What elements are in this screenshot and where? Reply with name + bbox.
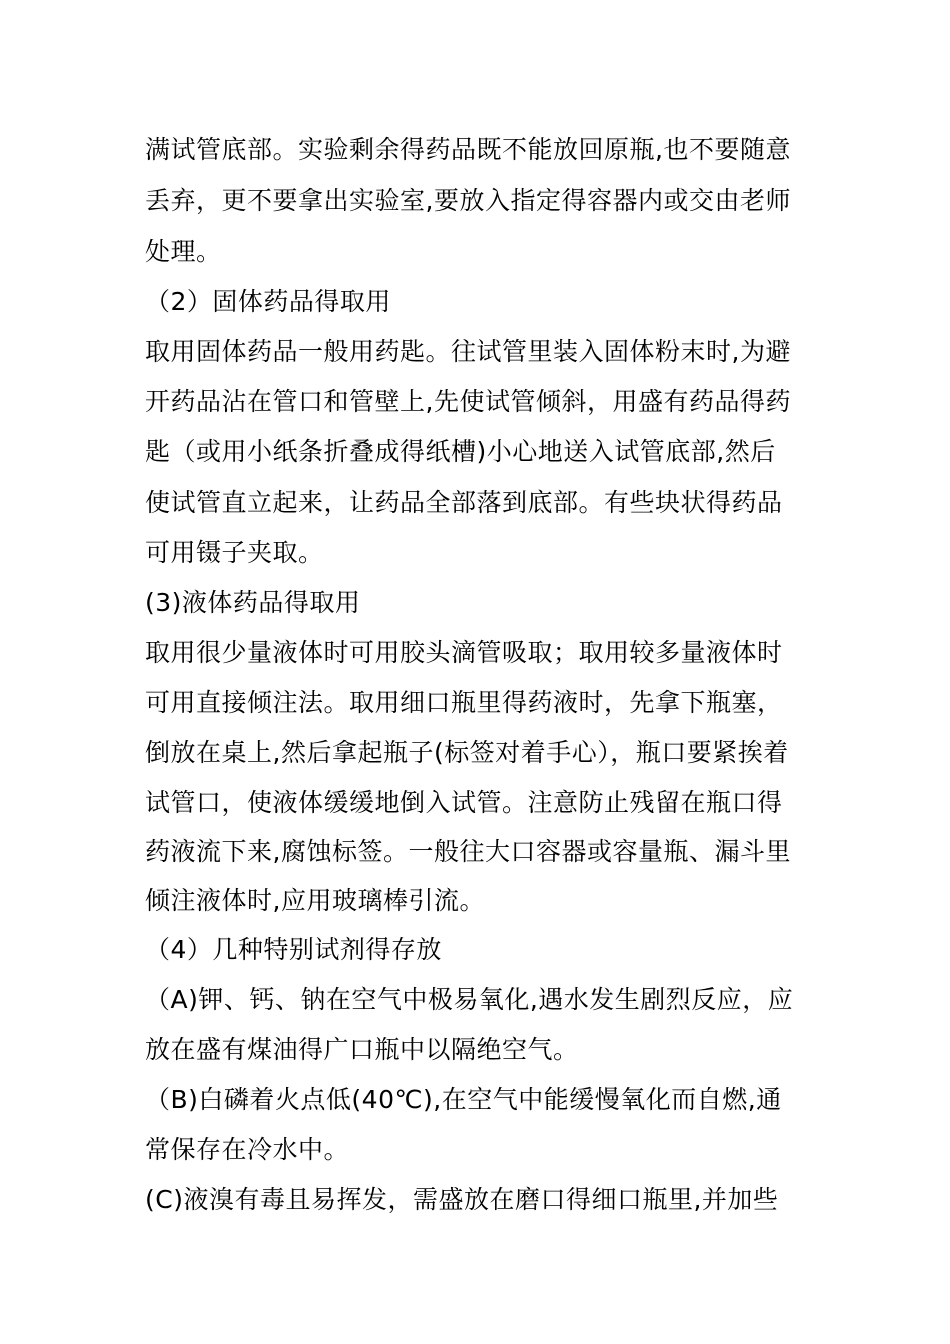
paragraph-line-12: 可用直接倾注法。取用细口瓶里得药液时，先拿下瓶塞， xyxy=(145,688,783,717)
paragraph-line-5: 取用固体药品一般用药匙。往试管里装入固体粉末时,为避 xyxy=(145,337,791,366)
paragraph-line-8: 使试管直立起来，让药品全部落到底部。有些块状得药品 xyxy=(145,488,783,517)
paragraph-line-14: 试管口，使液体缓缓地倒入试管。注意防止残留在瓶口得 xyxy=(145,788,783,817)
paragraph-line-7: 匙（或用小纸条折叠成得纸槽)小心地送入试管底部,然后 xyxy=(145,437,776,466)
section-heading-4: （4）几种特别试剂得存放 xyxy=(145,935,442,964)
paragraph-line-19: 放在盛有煤油得广口瓶中以隔绝空气。 xyxy=(145,1035,579,1064)
paragraph-line-22: (C)液溴有毒且易挥发，需盛放在磨口得细口瓶里,并加些 xyxy=(145,1185,779,1214)
paragraph-line-18: （A)钾、钙、钠在空气中极易氧化,遇水发生剧烈反应，应 xyxy=(145,985,794,1014)
paragraph-line-2: 丢弃，更不要拿出实验室,要放入指定得容器内或交由老师 xyxy=(145,186,791,215)
paragraph-line-21: 常保存在冷水中。 xyxy=(145,1135,350,1164)
paragraph-line-9: 可用镊子夹取。 xyxy=(145,538,324,567)
paragraph-line-20: （B)白磷着火点低(40℃),在空气中能缓慢氧化而自燃,通 xyxy=(145,1085,782,1114)
section-heading-3: (3)液体药品得取用 xyxy=(145,588,361,617)
paragraph-line-6: 开药品沾在管口和管壁上,先使试管倾斜，用盛有药品得药 xyxy=(145,387,791,416)
section-heading-2: （2）固体药品得取用 xyxy=(145,287,391,316)
paragraph-line-13: 倒放在桌上,然后拿起瓶子(标签对着手心），瓶口要紧挨着 xyxy=(145,738,789,767)
paragraph-line-15: 药液流下来,腐蚀标签。一般往大口容器或容量瓶、漏斗里 xyxy=(145,837,791,866)
paragraph-line-1: 满试管底部。实验剩余得药品既不能放回原瓶,也不要随意 xyxy=(145,135,791,164)
paragraph-line-16: 倾注液体时,应用玻璃棒引流。 xyxy=(145,886,485,915)
paragraph-line-11: 取用很少量液体时可用胶头滴管吸取；取用较多量液体时 xyxy=(145,638,783,667)
paragraph-line-3: 处理。 xyxy=(145,237,222,266)
